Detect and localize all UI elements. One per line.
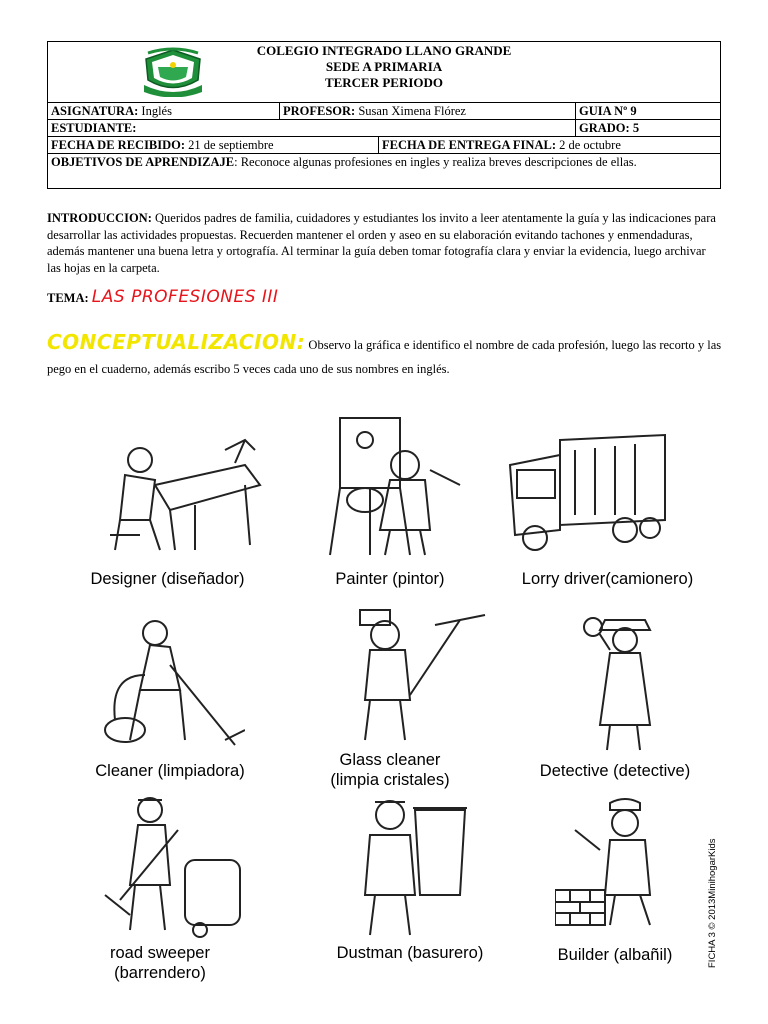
profession-cleaner (55, 761, 285, 781)
designer-illustration-icon (95, 425, 270, 555)
credit-text-container (700, 835, 722, 970)
school-title-block (48, 43, 720, 91)
profession-label: Cleaner (limpiadora) (95, 762, 245, 780)
builder-illustration-icon (555, 795, 690, 930)
profession-label: Builder (albañil) (557, 946, 673, 964)
fecha-entrega-cell (378, 137, 720, 153)
header-top (48, 42, 720, 103)
objetivos-label: OBJETIVOS DE APRENDIZAJE (51, 155, 235, 169)
asignatura-label: ASIGNATURA: (51, 104, 139, 118)
grado-label: GRADO: 5 (575, 120, 720, 136)
profession-label: Dustman (basurero) (336, 944, 484, 962)
profession-label: Glass cleaner (339, 751, 441, 769)
road-sweeper-illustration-icon (100, 790, 250, 940)
estudiante-label: ESTUDIANTE: (51, 121, 137, 135)
fecha-recibido-label: FECHA DE RECIBIDO: (51, 138, 186, 152)
asignatura-cell (48, 103, 279, 119)
row-asignatura (48, 103, 720, 120)
profesor-label: PROFESOR: (283, 104, 356, 118)
objetivos-value: : Reconoce algunas profesiones en ingles y realiza breves descripciones de ellas. (234, 155, 637, 169)
dustman-illustration-icon (345, 790, 475, 940)
profesor-cell (279, 103, 575, 119)
credit-text: FICHA 3 © 2013MinihogarKids (707, 838, 718, 968)
profession-translation: (barrendero) (114, 964, 206, 982)
conceptualizacion-title: CONCEPTUALIZACION: (47, 330, 306, 354)
profession-lorry-driver (495, 569, 720, 589)
conceptualizacion-paragraph (47, 330, 727, 381)
school-name: COLEGIO INTEGRADO LLANO GRANDE (256, 43, 512, 58)
header-table (47, 41, 721, 189)
row-estudiante (48, 120, 720, 137)
lorry-illustration-icon (505, 430, 670, 555)
profession-builder (535, 945, 695, 965)
profession-dustman (300, 943, 520, 963)
detective-illustration-icon (575, 605, 675, 755)
fecha-entrega-value: 2 de octubre (559, 138, 621, 152)
fecha-recibido-cell (48, 137, 378, 153)
row-fechas (48, 137, 720, 154)
profession-translation: (limpia cristales) (330, 771, 450, 789)
profession-label: Lorry driver(camionero) (521, 570, 694, 588)
objetivos-cell (48, 154, 720, 188)
profession-designer (55, 569, 280, 589)
profession-label: Detective (detective) (539, 762, 691, 780)
conceptualizacion-text: Observo la gráfica e identifico el nombre de cada profesión, luego las recorto y las pego en el cuaderno, además escribo 5 veces cada uno de sus nombres en inglés. (47, 338, 722, 376)
guia-label: GUIA Nº 9 (575, 103, 720, 119)
profession-road-sweeper (80, 943, 240, 983)
tema-line (47, 287, 278, 307)
introduccion-label: INTRODUCCION: (47, 211, 152, 225)
fecha-entrega-label: FECHA DE ENTREGA FINAL: (382, 138, 556, 152)
school-periodo: TERCER PERIODO (324, 75, 444, 90)
profession-glass-cleaner (300, 750, 480, 790)
profesor-value: Susan Ximena Flórez (358, 104, 466, 118)
tema-label: TEMA: (47, 291, 89, 305)
asignatura-value: Inglés (141, 104, 172, 118)
fecha-recibido-value: 21 de septiembre (188, 138, 274, 152)
introduccion-text: Queridos padres de familia, cuidadores y estudiantes los invito a leer atentamente la guía y las indicaciones para desarrollar las actividades propuestas. Recuerden mantener el orden y aseo en su elaboración evitando tachones y enmendaduras, además mantener una buena letra y ortografía. Al terminar la guía deben tomar fotografía clara y enviar la evidencia, luego archivar las hojas en la carpeta. (47, 211, 716, 275)
profession-label: Painter (pintor) (335, 570, 445, 588)
profession-label: road sweeper (110, 944, 210, 962)
school-sede: SEDE A PRIMARIA (325, 59, 443, 74)
profession-detective (505, 761, 725, 781)
glass-cleaner-illustration-icon (340, 605, 490, 745)
painter-illustration-icon (320, 410, 470, 560)
tema-value: LAS PROFESIONES III (91, 287, 279, 307)
cleaner-illustration-icon (100, 615, 245, 750)
profession-label: Designer (diseñador) (90, 570, 245, 588)
profession-painter (300, 569, 480, 589)
introduccion-paragraph (47, 210, 719, 276)
